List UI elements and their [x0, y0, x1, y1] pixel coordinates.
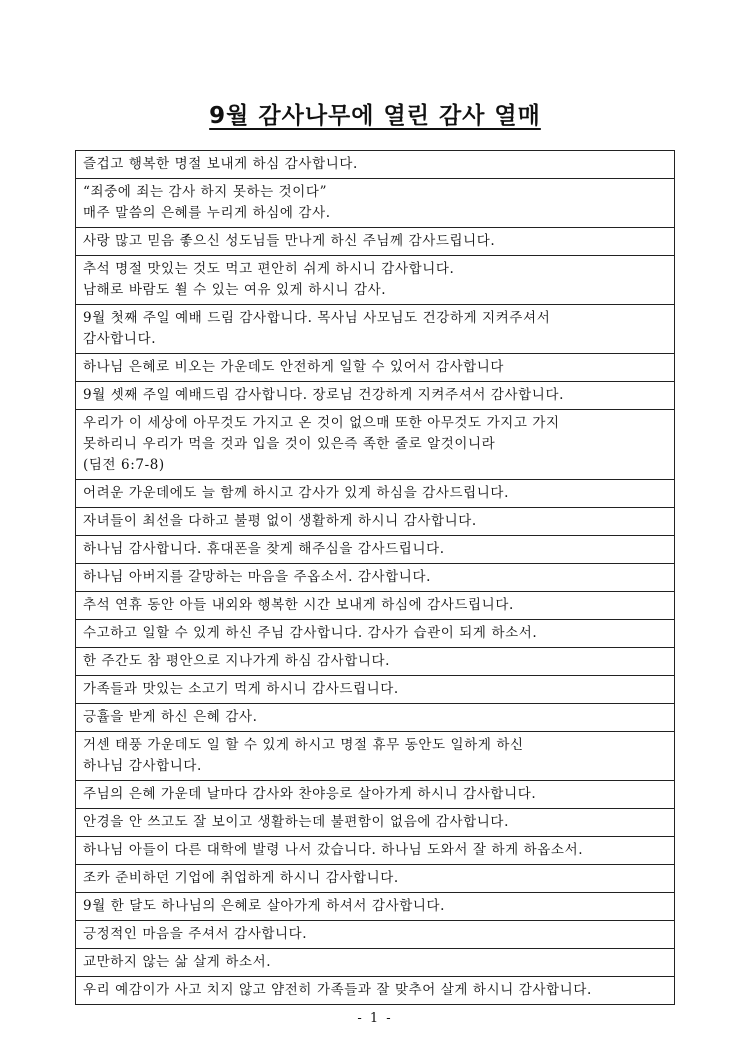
entry-cell	[76, 592, 675, 620]
entry-line: 안경을 안 쓰고도 잘 보이고 생활하는데 불편함이 없음에 감사합니다.	[83, 814, 509, 830]
entry-cell	[76, 732, 675, 781]
entry-line: 수고하고 일할 수 있게 하신 주님 감사합니다. 감사가 습관이 되게 하소서.	[83, 625, 538, 641]
entry-cell	[76, 893, 675, 921]
entry-cell	[76, 949, 675, 977]
entry-line: 교만하지 않는 삶 살게 하소서.	[83, 954, 272, 970]
table-row	[76, 151, 675, 179]
entry-line: 하나님 감사합니다. 휴대폰을 찾게 해주심을 감사드립니다.	[83, 541, 445, 557]
entry-line: 긍정적인 마음을 주셔서 감사합니다.	[83, 926, 308, 942]
entry-cell	[76, 305, 675, 354]
table-row	[76, 354, 675, 382]
gratitude-table	[75, 150, 675, 1005]
table-row	[76, 179, 675, 228]
entry-line: 자녀들이 최선을 다하고 불평 없이 생활하게 하시니 감사합니다.	[83, 513, 477, 529]
entry-line: 매주 말씀의 은혜를 누리게 하심에 감사.	[83, 205, 331, 221]
table-row	[76, 410, 675, 480]
entry-cell	[76, 648, 675, 676]
table-row	[76, 949, 675, 977]
table-row	[76, 893, 675, 921]
entry-line: 남해로 바람도 쐴 수 있는 여유 있게 하시니 감사.	[83, 282, 387, 298]
entry-line: 한 주간도 참 평안으로 지나가게 하심 감사합니다.	[83, 653, 391, 669]
entry-line: “죄중에 죄는 감사 하지 못하는 것이다”	[83, 184, 328, 200]
entry-cell	[76, 228, 675, 256]
entry-line: 우리 예감이가 사고 치지 않고 얌전히 가족들과 잘 맞추어 살게 하시니 감사합니다.	[83, 982, 592, 998]
table-row	[76, 620, 675, 648]
table-row	[76, 228, 675, 256]
table-row	[76, 732, 675, 781]
entry-line: 우리가 이 세상에 아무것도 가지고 온 것이 없으매 또한 아무것도 가지고 가지	[83, 415, 560, 431]
entry-line: 추석 명절 맛있는 것도 먹고 편안히 쉬게 하시니 감사합니다.	[83, 261, 455, 277]
entry-line: 거센 태풍 가운데도 일 할 수 있게 하시고 명절 휴무 동안도 일하게 하신	[83, 737, 524, 753]
entry-line: 9월 한 달도 하나님의 은혜로 살아가게 하셔서 감사합니다.	[83, 898, 446, 914]
entry-line: (딤전 6:7-8)	[83, 457, 165, 473]
entry-line: 사랑 많고 믿음 좋으신 성도님들 만나게 하신 주님께 감사드립니다.	[83, 233, 496, 249]
entry-cell	[76, 921, 675, 949]
table-row	[76, 977, 675, 1005]
entry-cell	[76, 382, 675, 410]
entry-cell	[76, 410, 675, 480]
entry-cell	[76, 676, 675, 704]
entry-cell	[76, 256, 675, 305]
entry-cell	[76, 151, 675, 179]
table-row	[76, 305, 675, 354]
entry-cell	[76, 837, 675, 865]
page-number: - 1 -	[357, 1011, 393, 1026]
entry-cell	[76, 704, 675, 732]
table-row	[76, 676, 675, 704]
entry-cell	[76, 781, 675, 809]
entry-line: 조카 준비하던 기업에 취업하게 하시니 감사합니다.	[83, 870, 399, 886]
entry-line: 9월 첫째 주일 예배 드림 감사합니다. 목사님 사모님도 건강하게 지켜주셔서	[83, 310, 551, 326]
entry-line: 주님의 은혜 가운데 날마다 감사와 찬야응로 살아가게 하시니 감사합니다.	[83, 786, 537, 802]
entry-line: 즐겁고 행복한 명절 보내게 하심 감사합니다.	[83, 156, 358, 172]
table-row	[76, 648, 675, 676]
table-row	[76, 809, 675, 837]
entry-cell	[76, 865, 675, 893]
table-row	[76, 704, 675, 732]
table-row	[76, 382, 675, 410]
entry-line: 못하리니 우리가 먹을 것과 입을 것이 있은즉 족한 줄로 알것이니라	[83, 436, 496, 452]
entry-line: 하나님 아들이 다른 대학에 발령 나서 갔습니다. 하나님 도와서 잘 하게 하옵소서.	[83, 842, 584, 858]
table-row	[76, 536, 675, 564]
table-row	[76, 837, 675, 865]
entry-line: 하나님 감사합니다.	[83, 758, 202, 774]
table-row	[76, 256, 675, 305]
entry-line: 하나님 아버지를 갈망하는 마음을 주옵소서. 감사합니다.	[83, 569, 431, 585]
entry-cell	[76, 508, 675, 536]
entry-line: 감사합니다.	[83, 331, 157, 347]
table-row	[76, 781, 675, 809]
entry-cell	[76, 564, 675, 592]
entry-line: 9월 셋째 주일 예배드림 감사합니다. 장로님 건강하게 지켜주셔서 감사합니다.	[83, 387, 564, 403]
entry-cell	[76, 179, 675, 228]
table-row	[76, 865, 675, 893]
entry-line: 어려운 가운데에도 늘 함께 하시고 감사가 있게 하심을 감사드립니다.	[83, 485, 509, 501]
entry-cell	[76, 977, 675, 1005]
page-title: 9월 감사나무에 열린 감사 열매	[209, 103, 541, 129]
entry-cell	[76, 536, 675, 564]
entry-cell	[76, 354, 675, 382]
table-row	[76, 508, 675, 536]
entry-cell	[76, 480, 675, 508]
entry-line: 긍휼을 받게 하신 은혜 감사.	[83, 709, 258, 725]
entry-line: 하나님 은혜로 비오는 가운데도 안전하게 일할 수 있어서 감사합니다	[83, 359, 505, 375]
table-row	[76, 480, 675, 508]
entry-cell	[76, 620, 675, 648]
table-row	[76, 564, 675, 592]
entry-line: 가족들과 맛있는 소고기 먹게 하시니 감사드립니다.	[83, 681, 399, 697]
entry-cell	[76, 809, 675, 837]
table-row	[76, 921, 675, 949]
table-row	[76, 592, 675, 620]
entry-line: 추석 연휴 동안 아들 내외와 행복한 시간 보내게 하심에 감사드립니다.	[83, 597, 514, 613]
